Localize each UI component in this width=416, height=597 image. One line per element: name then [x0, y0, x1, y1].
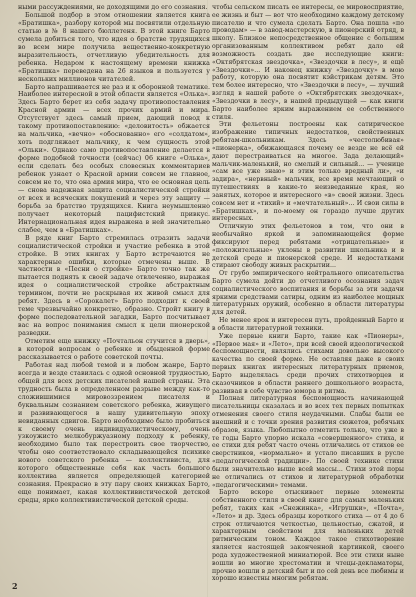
paragraph: Не менее ярок и интересен путь, пройденный Барто и в области литературной техники.	[212, 317, 404, 332]
right-text-column	[212, 4, 404, 583]
paragraph: Большой подбор в этом отношении является книга «Братишка», разбору которой мы посвятили отдельную статью в № 8 нашего бюллетеня. В этой книге Барто сумела добиться того, что идея о братстве трудящихся во всем мире получила вещественно-конкретную выразительность, отчетливую убедительность для ребенка. Недаром к настоящему времени книжка «Братишка» переведена на 26 языков и пользуется у нескольких миллионов читателей.	[18, 11, 210, 83]
paragraph: Барто вскоре отыскивает первые элементы собственного стиля в своей книге для самых маленьких ребят, таких как «Снежинка», «Игрушки», «Почта», «Лето» и др. Здесь образцы короткого стиха — от 4 до 6 строк отличаются четкостью, цельностью, сжатой, и характерным свойством для маленьких детей ритмическим тоном. Каждое такое стихотворение является настоящей законченной картинкой, своего рода художественной миниатюрой. Все эти стихи ныне вошли во многие хрестоматии и чтецы-декламаторы, прочно вошли в детский быт и по сей день все любимы и хорошо известны многим ребятам.	[212, 489, 404, 583]
left-text-column	[18, 4, 210, 505]
paragraph: Отметим еще книжку «Почтальон стучится в дверь», в которой вопросам о ребенке и обыденной форме рассказывается о работе советской почты.	[18, 338, 210, 361]
paragraph: Уже первые книги Барто, такие как «Пионеры», «Первое мая» и «Лето», при всей своей идеологической беспомощности, являлись стихами довольно высокого качества по своей форме. Не оставляя даже в своих первых книгах интересных литературных приемов, Барто выделялась среди прочих стихотворцев и сказочников в области раннего дошкольного возраста, развивая в себе чувство юмора и ритма.	[212, 332, 404, 395]
paragraph: Эти фельетоны построены как сатирическое изображение типичных недостатков, свойственных ребятам-школьникам. Здесь «честолюбивая» «пионерка», обижающаяся почему ее везде не всё ей дают перестраиваться на многое. Зада делающий» мальчик-маленький, но смелый и сильный... — ученице «сам все уже знаю» и этим только вредный ли», «и задира», «нервный» мальчик, все время мечтающий о путешествиях в какие-то неизведанные края, но занятых, которое и интересного «в» своей жизни. Здесь совсем нет и «тихий» и «мечтательный»... И свои силы в «Братишках», и по-моему он гораздо лучше других интересных.	[212, 121, 404, 223]
paragraph: Работая над любой темой и в любом жанре, Барто всегда и везде ставилась с одной основной трудностью, общей для всех детских писателей нашей страны. Эта трудность была в определенном разрыве между как-то сложившимися мировоззрением писателя и буквальным сознанием советского ребенка, живущего и развивающегося в нашу удивительную эпоху невиданных сдвигов. Барто необходимо было пробиться к своему очень индивидуалистическому, очень узкоужисто мелкобуржуазному подходу к ребенку, необходимо было так перестроить свое творчество, чтобы оно соответствовало складывающейся психике нового советского ребенка — коллективиста, для которого общественные себя как часть большого коллектива является определяющей категорией сознания. Прекрасно в эту пару своих книжках Барто, еще понимает, какая коллективистической детской среды, ярко коллективистической детской среды.	[18, 361, 210, 505]
paragraph: ными рассуждениями, не доходящими до его сознания.	[18, 4, 208, 11]
paragraph: Полная литературная беспомощность начинающей писательницы сказалась и во всех тех первых попытках отменения своего стиля неудачными. Слабы были ее внешний и с точки зрения развития сюжетов, ребячьих образов, языка. Любопытно отметить только, что уже в те годы Барто упорно искала «совершенного» стиха, и ее стихи для ребят часто очень отличались от стихов ее сверстников, «нормально» и устало писавших в русле «педагогической традиции». По своей технике стихи были значительно выше всей массы... Стихи этой поры не отличались от стихов и литературной обработки «педагогическими» темами.	[212, 395, 404, 489]
paragraph: чтобы сельском писать ее интересы, ее мировосприятие, ее жизнь и быт — вот что необходимо каждому детскому писателю и что сумела сделать Барто. Она пошла «по проводам» — в завод-мастерскую, в пионерский отряд, в школу. Близкое непосредственное общение с большим организованным коллективом ребят дало ей возможность создать две исследующие книги: «Октябрятская звездочка», «Звездочки в лесу», и ещё «Звездочки»... И наконец книжку «Звездочку» в мою работу, которую она посвятит кэйстрикам детям. Это тем более интересно, что «Звездочки в лесу», — лучший взгляд в нашей работе о «Октябрятских звездочках», «Звездочки в лесу», в нашей предыдущей — как книги Барто наиболее ярким выражением ее собственного стиля.	[212, 4, 404, 121]
page-number: 2	[12, 581, 18, 591]
paragraph: Отличную этих фельетонов в том, что они в необычайно яркой и запоминающейся форме фиксируют перед ребятами «отрицательные» и «положительные» уклоны в развитии школьника и в детской среде и пионерской среде. И недостатками стирают свободу живых раскрытии...	[212, 223, 404, 270]
paragraph: Барто напрашивается не раз и к оборонной тематике. Наиболее интересной в этой области является «Олька». Здесь Барто берет из себя задачу противопоставления Красной армии — всех прочих армий и мира. Отсутствует здесь самый прием, дающий повод к такому противопоставлению: «деловитость» обжается на мальчика, «вечно» «обоснованно» его «солдатом», хоть подгляжает мальчику, к чем сущность этой «Ольки». Однако само противопоставление делается в форме подобной точности (сейчас) 06 книге «Олька», если сделать без особых словесных комментариев ребенок узнает о Красной армии совсем не главное, совсем не то, что она армия мира, что ее основная цель — снова надежная защита социалистической стройки от всех и всяческих покушений и через эту защиту — борьба за братство трудящихся. Книга неумышленно получает некоторый пацифистский привкус. Интернациональная идея выражена в ней значительно слабее, чем в «Братишках».	[18, 83, 210, 234]
paragraph: В ряде книг Барто стремилась отразить задачи социалистической стройки и участие ребенка в этой стройке. В этих книгах у Барто встречаются не характерные ошибки, которые отмечены выше. В частности в «Песни о стройке» Барто точно так же пытается поднять к своей задаче отвлеченно, выражая идея о социалистической стройке абстрактным термином, почти не раскрывая их живой смысл для ребят. Здесь в «Сорокалет» Барто подходит к своей теме чрезвычайно конкретно, образно. Стройт книгу в форме последовательной загадки, Барто посчитывает вас на вопрос понимания смысл к цели пионерской разведки.	[18, 234, 210, 338]
paragraph: От грубо эмпирического нейтрального описательства Барто сумела дойти до отчетливого осознания задач социалистического воспитания и борьбы за эти задачи яркими средствами сатиры, одним из наиболее мощных литературных оружий, особенно в области литературы для детей.	[212, 270, 404, 317]
